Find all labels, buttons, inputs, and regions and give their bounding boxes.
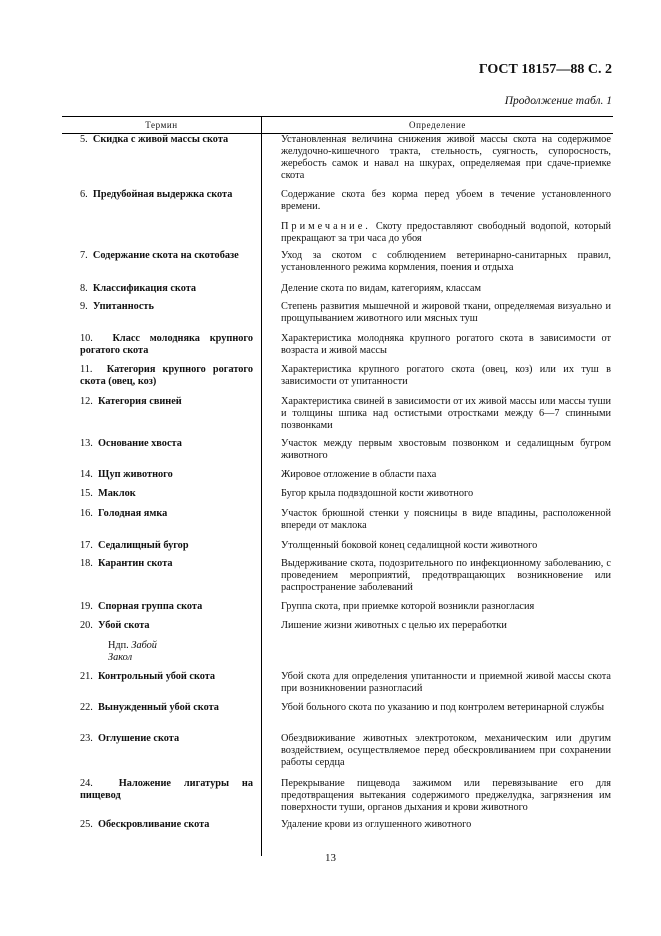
- table-body: [62, 134, 613, 856]
- column-header-definition: Определение: [409, 120, 466, 130]
- definition-cell: [261, 134, 613, 182]
- deprecated-label: Ндп.: [108, 640, 129, 651]
- term-number: 11.: [80, 364, 93, 375]
- term-text: Вынужденный убой скота: [98, 702, 219, 713]
- term-text: Предубойная выдержка скота: [92, 189, 233, 200]
- definition-cell: [261, 778, 613, 814]
- table-row: [62, 819, 613, 831]
- term-text: Щуп животного: [98, 469, 173, 480]
- table-row: [62, 333, 613, 357]
- table-row: [62, 540, 613, 552]
- term-text: Упитанность: [92, 301, 154, 312]
- definition-text: Жировое отложение в области паха: [281, 469, 437, 480]
- definition-text: Уход за скотом с соблюдением ветеринарно-санитарных правил, установленного режима кормления, поения и отдыха: [281, 250, 611, 273]
- term-cell: [62, 733, 261, 769]
- term-number: 25.: [80, 819, 93, 830]
- term-number: 6.: [80, 189, 88, 200]
- table-row: [62, 134, 613, 182]
- term-text: Спорная группа скота: [98, 601, 203, 612]
- table-row: [62, 438, 613, 462]
- definition-text: Выдерживание скота, подозрительного по инфекционному заболеванию, с проведением мероприятий, предотвращающих возникновение или распространение заболеваний: [281, 558, 611, 593]
- term-number: 8.: [80, 283, 88, 294]
- note-label: Примечание.: [281, 221, 371, 232]
- definition-text: Участок между первым хвостовым позвонком и седалищным бугром животного: [281, 438, 611, 461]
- term-text: Контрольный убой скота: [98, 671, 216, 682]
- term-text: Оглушение скота: [98, 733, 180, 744]
- definition-cell: [261, 540, 613, 552]
- definition-cell: [261, 301, 613, 325]
- table-row: [62, 620, 613, 664]
- table-row: [62, 189, 613, 245]
- term-number: 7.: [80, 250, 88, 261]
- term-number: 20.: [80, 620, 93, 631]
- definition-text: Характеристика свиней в зависимости от их живой массы или массы туши и толщины шпика над остистыми отростками между 6—7 спинными позвонками: [281, 396, 611, 431]
- term-cell: [62, 134, 261, 182]
- table-row: [62, 508, 613, 532]
- term-number: 10.: [80, 333, 93, 344]
- definition-text: Убой скота для определения упитанности и приемной живой массы скота при возникновении разногласий: [281, 671, 611, 694]
- definition-text: Удаление крови из оглушенного животного: [281, 819, 472, 830]
- definition-text: Содержание скота без корма перед убоем в течение установленного времени.: [281, 189, 611, 212]
- term-cell: [62, 508, 261, 532]
- term-text: Обескровливание скота: [98, 819, 210, 830]
- term-cell: [62, 558, 261, 594]
- term-text: Маклок: [98, 488, 136, 499]
- table-row: [62, 301, 613, 325]
- term-cell: [62, 488, 261, 500]
- term-text: Голодная ямка: [98, 508, 168, 519]
- term-cell: [62, 301, 261, 325]
- definition-text: Убой больного скота по указанию и под контролем ветеринарной службы: [281, 702, 605, 713]
- term-number: 14.: [80, 469, 93, 480]
- table-row: [62, 488, 613, 500]
- definition-cell: [261, 469, 613, 481]
- term-text: Наложение лигатуры на пищевод: [80, 778, 253, 801]
- table-row: [62, 778, 613, 814]
- definition-cell: [261, 189, 613, 245]
- table-row: [62, 733, 613, 769]
- definition-cell: [261, 488, 613, 500]
- deprecated-term: Закол: [108, 652, 133, 663]
- term-number: 24.: [80, 778, 93, 789]
- table-row: [62, 250, 613, 274]
- definition-cell: [261, 508, 613, 532]
- definition-cell: [261, 620, 613, 664]
- definition-cell: [261, 819, 613, 831]
- table-row: [62, 601, 613, 613]
- definition-cell: [261, 702, 613, 714]
- term-text: Основание хвоста: [98, 438, 182, 449]
- definition-text: Степень развития мышечной и жировой ткани, определяемая визуально и прощупыванием животного или мясных туш: [281, 301, 611, 324]
- term-cell: [62, 620, 261, 664]
- document-code: ГОСТ 18157—88 С. 2: [478, 62, 612, 77]
- term-number: 22.: [80, 702, 93, 713]
- term-cell: [62, 189, 261, 245]
- term-number: 12.: [80, 396, 93, 407]
- definition-text: Группа скота, при приемке которой возникли разногласия: [281, 601, 535, 612]
- table-row: [62, 558, 613, 594]
- term-number: 15.: [80, 488, 93, 499]
- table-row: [62, 671, 613, 695]
- definition-cell: [261, 333, 613, 357]
- deprecated-term: Забой: [131, 640, 157, 651]
- definition-note: [281, 221, 611, 245]
- definition-cell: [261, 283, 613, 295]
- definition-text: Лишение жизни животных с целью их переработки: [281, 620, 507, 631]
- term-cell: [62, 702, 261, 714]
- term-cell: [62, 819, 261, 831]
- table-row: [62, 469, 613, 481]
- definition-text: Обездвиживание животных электротоком, механическим или другим воздействием, осуществляемое перед обескровливанием при сохранении работы сердца: [281, 733, 611, 768]
- deprecated-terms: [80, 640, 253, 664]
- table-row: [62, 396, 613, 432]
- table-row: [62, 364, 613, 388]
- term-number: 18.: [80, 558, 93, 569]
- term-text: Седалищный бугор: [98, 540, 189, 551]
- definition-cell: [261, 601, 613, 613]
- table-continuation-label: Продолжение табл. 1: [504, 95, 612, 107]
- term-cell: [62, 671, 261, 695]
- term-text: Содержание скота на скотобазе: [92, 250, 239, 261]
- term-number: 13.: [80, 438, 93, 449]
- term-cell: [62, 469, 261, 481]
- definition-text: Бугор крыла подвздошной кости животного: [281, 488, 474, 499]
- definition-cell: [261, 733, 613, 769]
- term-number: 5.: [80, 134, 88, 145]
- definition-cell: [261, 558, 613, 594]
- definition-text: Установленная величина снижения живой массы скота на содержимое желудочно-кишечного тракта, стельность, суягность, супоросность, жеребость самок и навал на шкурах, определяемая при сдаче-приемке скота: [281, 134, 611, 181]
- term-text: Категория крупного рогатого скота (овец, коз): [80, 364, 253, 387]
- term-cell: [62, 364, 261, 388]
- term-number: 16.: [80, 508, 93, 519]
- term-cell: [62, 438, 261, 462]
- term-number: 17.: [80, 540, 93, 551]
- term-text: Категория свиней: [98, 396, 182, 407]
- term-cell: [62, 250, 261, 274]
- definition-text: Характеристика крупного рогатого скота (овец, коз) или их туш в зависимости от упитанности: [281, 364, 611, 387]
- term-cell: [62, 540, 261, 552]
- term-number: 23.: [80, 733, 93, 744]
- term-cell: [62, 778, 261, 814]
- term-cell: [62, 283, 261, 295]
- page-number: 13: [325, 852, 336, 864]
- table-header: [62, 116, 613, 134]
- table-row: [62, 283, 613, 295]
- definition-text: Характеристика молодняка крупного рогатого скота в зависимости от возраста и живой массы: [281, 333, 611, 356]
- term-text: Скидка с живой массы скота: [92, 134, 229, 145]
- term-number: 9.: [80, 301, 88, 312]
- term-text: Убой скота: [98, 620, 150, 631]
- terms-table: [62, 116, 613, 856]
- definition-cell: [261, 250, 613, 274]
- definition-cell: [261, 438, 613, 462]
- term-text: Карантин скота: [98, 558, 173, 569]
- definition-text: Утолщенный боковой конец седалищной кости животного: [281, 540, 538, 551]
- definition-text: Участок брюшной стенки у поясницы в виде впадины, расположенной впереди от маклока: [281, 508, 611, 531]
- definition-cell: [261, 364, 613, 388]
- term-cell: [62, 601, 261, 613]
- column-header-term: Термин: [62, 117, 262, 133]
- definition-cell: [261, 396, 613, 432]
- definition-text: Деление скота по видам, категориям, классам: [281, 283, 481, 294]
- definition-text: Перекрывание пищевода зажимом или перевязывание его для предотвращения вытекания содержимого преджелудка, загрязнения им поверхности туши, органов дыхания и крови животного: [281, 778, 611, 813]
- term-number: 21.: [80, 671, 93, 682]
- term-cell: [62, 396, 261, 432]
- term-text: Классификация скота: [92, 283, 197, 294]
- definition-cell: [261, 671, 613, 695]
- note-text: Скоту предоставляют свободный водопой, который прекращают за три часа до убоя: [281, 221, 611, 244]
- table-row: [62, 702, 613, 714]
- term-text: Класс молодняка крупного рогатого скота: [80, 333, 253, 356]
- term-cell: [62, 333, 261, 357]
- term-number: 19.: [80, 601, 93, 612]
